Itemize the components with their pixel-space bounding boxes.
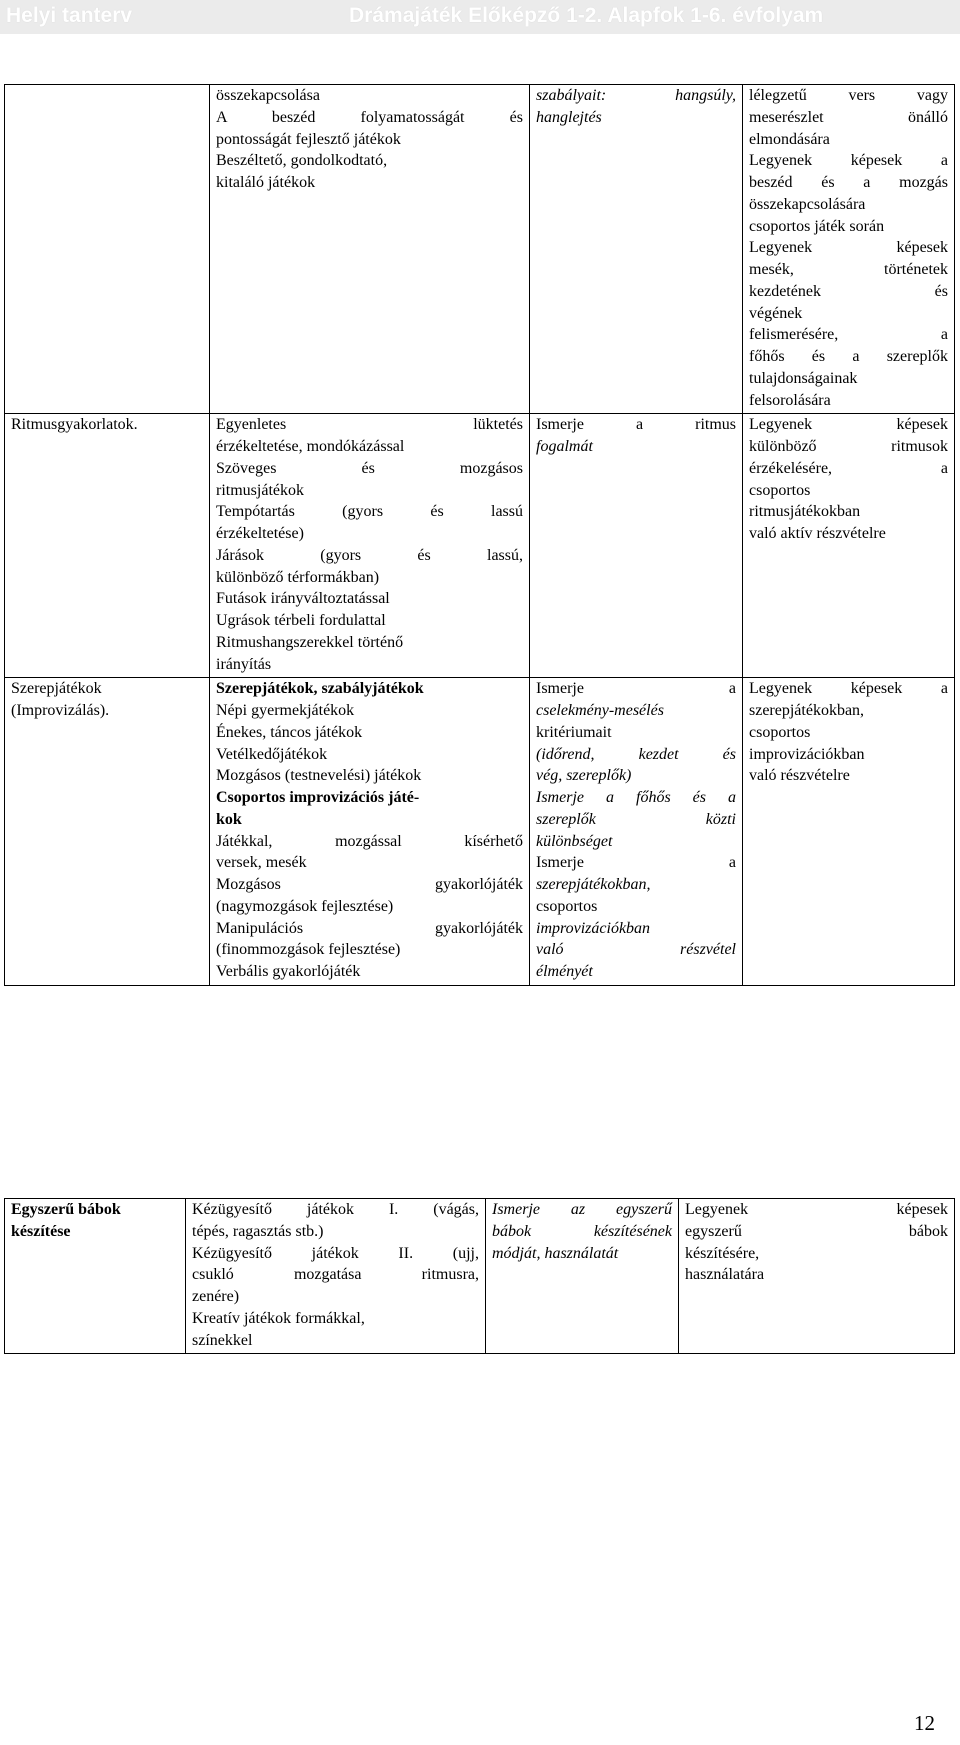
cell-line: felsorolására bbox=[749, 391, 831, 409]
cell-line: csoportos bbox=[536, 897, 598, 915]
cell-line: egyszerű bábok bbox=[685, 1222, 948, 1240]
cell-line: kritériumait bbox=[536, 723, 612, 741]
cell-line: főhős és a szereplők bbox=[749, 348, 948, 365]
cell-line: versek, mesék bbox=[216, 854, 307, 872]
cell-line: hanglejtés bbox=[536, 108, 602, 126]
content-cell bbox=[186, 1199, 486, 1354]
cell-line: különböző ritmusok bbox=[749, 438, 948, 455]
curriculum-table bbox=[4, 84, 955, 986]
cell-line: (időrend, kezdet és bbox=[536, 745, 736, 763]
cell-line: Énekes, táncos játékok bbox=[216, 723, 363, 741]
cell-line: cselekmény-mesélés bbox=[536, 702, 664, 719]
table-row bbox=[5, 85, 955, 414]
cell-line: módját, használatát bbox=[492, 1244, 619, 1262]
cell-line: (nagymozgások fejlesztése) bbox=[216, 897, 394, 915]
topic-cell bbox=[5, 414, 210, 678]
cell-line: érzékeltetése) bbox=[216, 525, 304, 542]
page-number: 12 bbox=[914, 1711, 935, 1735]
cell-line: Szerepjátékok bbox=[11, 680, 102, 698]
cell-line: Legyenek képesek a bbox=[749, 152, 948, 170]
cell-line: Népi gyermekjátékok bbox=[216, 702, 355, 719]
cell-line: használatára bbox=[685, 1266, 765, 1284]
cell-line: Legyenek képesek a bbox=[749, 680, 948, 698]
cell-line: ritmusjátékok bbox=[216, 481, 304, 499]
cell-line: pontosságát fejlesztő játékok bbox=[216, 130, 401, 148]
cell-line: élményét bbox=[536, 963, 593, 980]
table-row bbox=[5, 414, 955, 678]
table-row bbox=[5, 1199, 955, 1354]
topic-cell bbox=[5, 678, 210, 986]
cell-line: Ismerje a főhős és a bbox=[536, 789, 736, 806]
knowledge-cell bbox=[530, 85, 743, 414]
cell-line: csoportos bbox=[749, 723, 811, 741]
cell-line: Kreatív játékok formákkal, bbox=[192, 1309, 365, 1327]
header-banner bbox=[0, 0, 960, 34]
cell-line: összekapcsolása bbox=[216, 87, 320, 104]
requirements-cell bbox=[743, 414, 955, 678]
cell-line: való aktív részvételre bbox=[749, 525, 886, 542]
cell-line: vég, szereplők) bbox=[536, 767, 632, 785]
cell-line: (Improvizálás). bbox=[11, 702, 110, 719]
cell-line: bábok készítésének bbox=[492, 1222, 672, 1240]
cell-line: Manipulációs gyakorlójáték bbox=[216, 919, 523, 937]
cell-line: A beszéd folyamatosságát és bbox=[216, 108, 523, 126]
header-right-title: Drámajáték Előképző 1-2. Alapfok 1-6. évfolyam bbox=[349, 4, 824, 27]
cell-line: Csoportos improvizációs játé- bbox=[216, 789, 420, 806]
cell-line: csukló mozgatása ritmusra, bbox=[192, 1266, 479, 1284]
cell-line: Vetélkedőjátékok bbox=[216, 745, 328, 763]
cell-line: irányítás bbox=[216, 655, 272, 673]
cell-line: Ismerje a bbox=[536, 680, 736, 698]
cell-line: kezdetének és bbox=[749, 282, 948, 300]
requirements-cell bbox=[679, 1199, 955, 1354]
cell-line: felismerésére, a bbox=[749, 326, 948, 344]
cell-line: Beszéltető, gondolkodtató, bbox=[216, 152, 388, 170]
cell-line: Ritmusgyakorlatok. bbox=[11, 416, 138, 434]
cell-line: ritmusjátékokban bbox=[749, 503, 861, 521]
cell-line: tépés, ragasztás stb.) bbox=[192, 1222, 324, 1240]
cell-line: való részvétel bbox=[536, 941, 736, 959]
requirements-cell bbox=[743, 678, 955, 986]
cell-line: végének bbox=[749, 304, 803, 322]
cell-line: különbséget bbox=[536, 832, 613, 850]
cell-line: mesék, történetek bbox=[749, 261, 948, 278]
cell-line: csoportos játék során bbox=[749, 217, 885, 235]
cell-line: érzékeltetése, mondókázással bbox=[216, 438, 405, 455]
cell-line: kitaláló játékok bbox=[216, 174, 316, 191]
cell-line: Mozgásos gyakorlójáték bbox=[216, 876, 523, 893]
table-row bbox=[5, 678, 955, 986]
cell-line: improvizációkban bbox=[749, 745, 865, 763]
cell-line: csoportos bbox=[749, 481, 811, 499]
cell-line: szereplők közti bbox=[536, 810, 736, 828]
knowledge-cell bbox=[530, 414, 743, 678]
cell-line: Legyenek képesek bbox=[749, 416, 948, 434]
content-cell bbox=[210, 85, 530, 414]
header-left-title: Helyi tanterv bbox=[6, 4, 133, 27]
cell-line: készítése bbox=[11, 1222, 71, 1240]
topic-cell bbox=[5, 1199, 186, 1354]
cell-line: Futások irányváltoztatással bbox=[216, 590, 390, 608]
cell-line: lélegzetű vers vagy bbox=[749, 87, 948, 104]
knowledge-cell bbox=[530, 678, 743, 986]
cell-line: Kézügyesítő játékok I. (vágás, bbox=[192, 1201, 479, 1218]
cell-line: Járások (gyors és lassú, bbox=[216, 546, 523, 564]
knowledge-cell bbox=[486, 1199, 679, 1354]
cell-line: fogalmát bbox=[536, 438, 593, 455]
topic-cell bbox=[5, 85, 210, 414]
cell-line: Legyenek képesek bbox=[749, 239, 948, 257]
cell-line: Egyenletes lüktetés bbox=[216, 416, 523, 434]
cell-line: Szerepjátékok, szabályjátékok bbox=[216, 680, 424, 698]
content-cell bbox=[210, 678, 530, 986]
curriculum-table-2 bbox=[4, 1198, 955, 1354]
cell-line: kok bbox=[216, 810, 242, 828]
requirements-cell bbox=[743, 85, 955, 414]
cell-line: beszéd és a mozgás bbox=[749, 174, 948, 191]
cell-line: tulajdonságainak bbox=[749, 369, 858, 387]
cell-line: összekapcsolására bbox=[749, 195, 866, 213]
cell-line: (finommozgások fejlesztése) bbox=[216, 941, 401, 959]
cell-line: különböző térformákban) bbox=[216, 568, 380, 586]
cell-line: Játékkal, mozgással kísérhető bbox=[216, 832, 523, 850]
content-cell bbox=[210, 414, 530, 678]
cell-line: színekkel bbox=[192, 1331, 253, 1349]
cell-line: készítésére, bbox=[685, 1244, 760, 1262]
cell-line: Egyszerű bábok bbox=[11, 1201, 121, 1218]
cell-line: Verbális gyakorlójáték bbox=[216, 963, 361, 980]
cell-line: Ismerje az egyszerű bbox=[492, 1201, 672, 1218]
cell-line: meserészlet önálló bbox=[749, 108, 948, 126]
cell-line: való részvételre bbox=[749, 767, 850, 785]
cell-line: Ritmushangszerekkel történő bbox=[216, 633, 404, 651]
cell-line: Legyenek képesek bbox=[685, 1201, 948, 1218]
cell-line: Ismerje a bbox=[536, 854, 736, 872]
cell-line: szerepjátékokban, bbox=[749, 702, 865, 719]
cell-line: Ugrások térbeli fordulattal bbox=[216, 612, 386, 629]
cell-line: szabályait: hangsúly, bbox=[536, 87, 736, 104]
cell-line: érzékelésére, a bbox=[749, 459, 948, 477]
cell-line: improvizációkban bbox=[536, 919, 651, 937]
cell-line: elmondására bbox=[749, 130, 830, 148]
cell-line: Ismerje a ritmus bbox=[536, 416, 736, 434]
cell-line: Szöveges és mozgásos bbox=[216, 459, 523, 477]
cell-line: zenére) bbox=[192, 1288, 240, 1305]
cell-line: Mozgásos (testnevelési) játékok bbox=[216, 767, 422, 785]
cell-line: szerepjátékokban, bbox=[536, 876, 651, 893]
cell-line: Tempótartás (gyors és lassú bbox=[216, 503, 523, 521]
cell-line: Kézügyesítő játékok II. (ujj, bbox=[192, 1244, 479, 1262]
